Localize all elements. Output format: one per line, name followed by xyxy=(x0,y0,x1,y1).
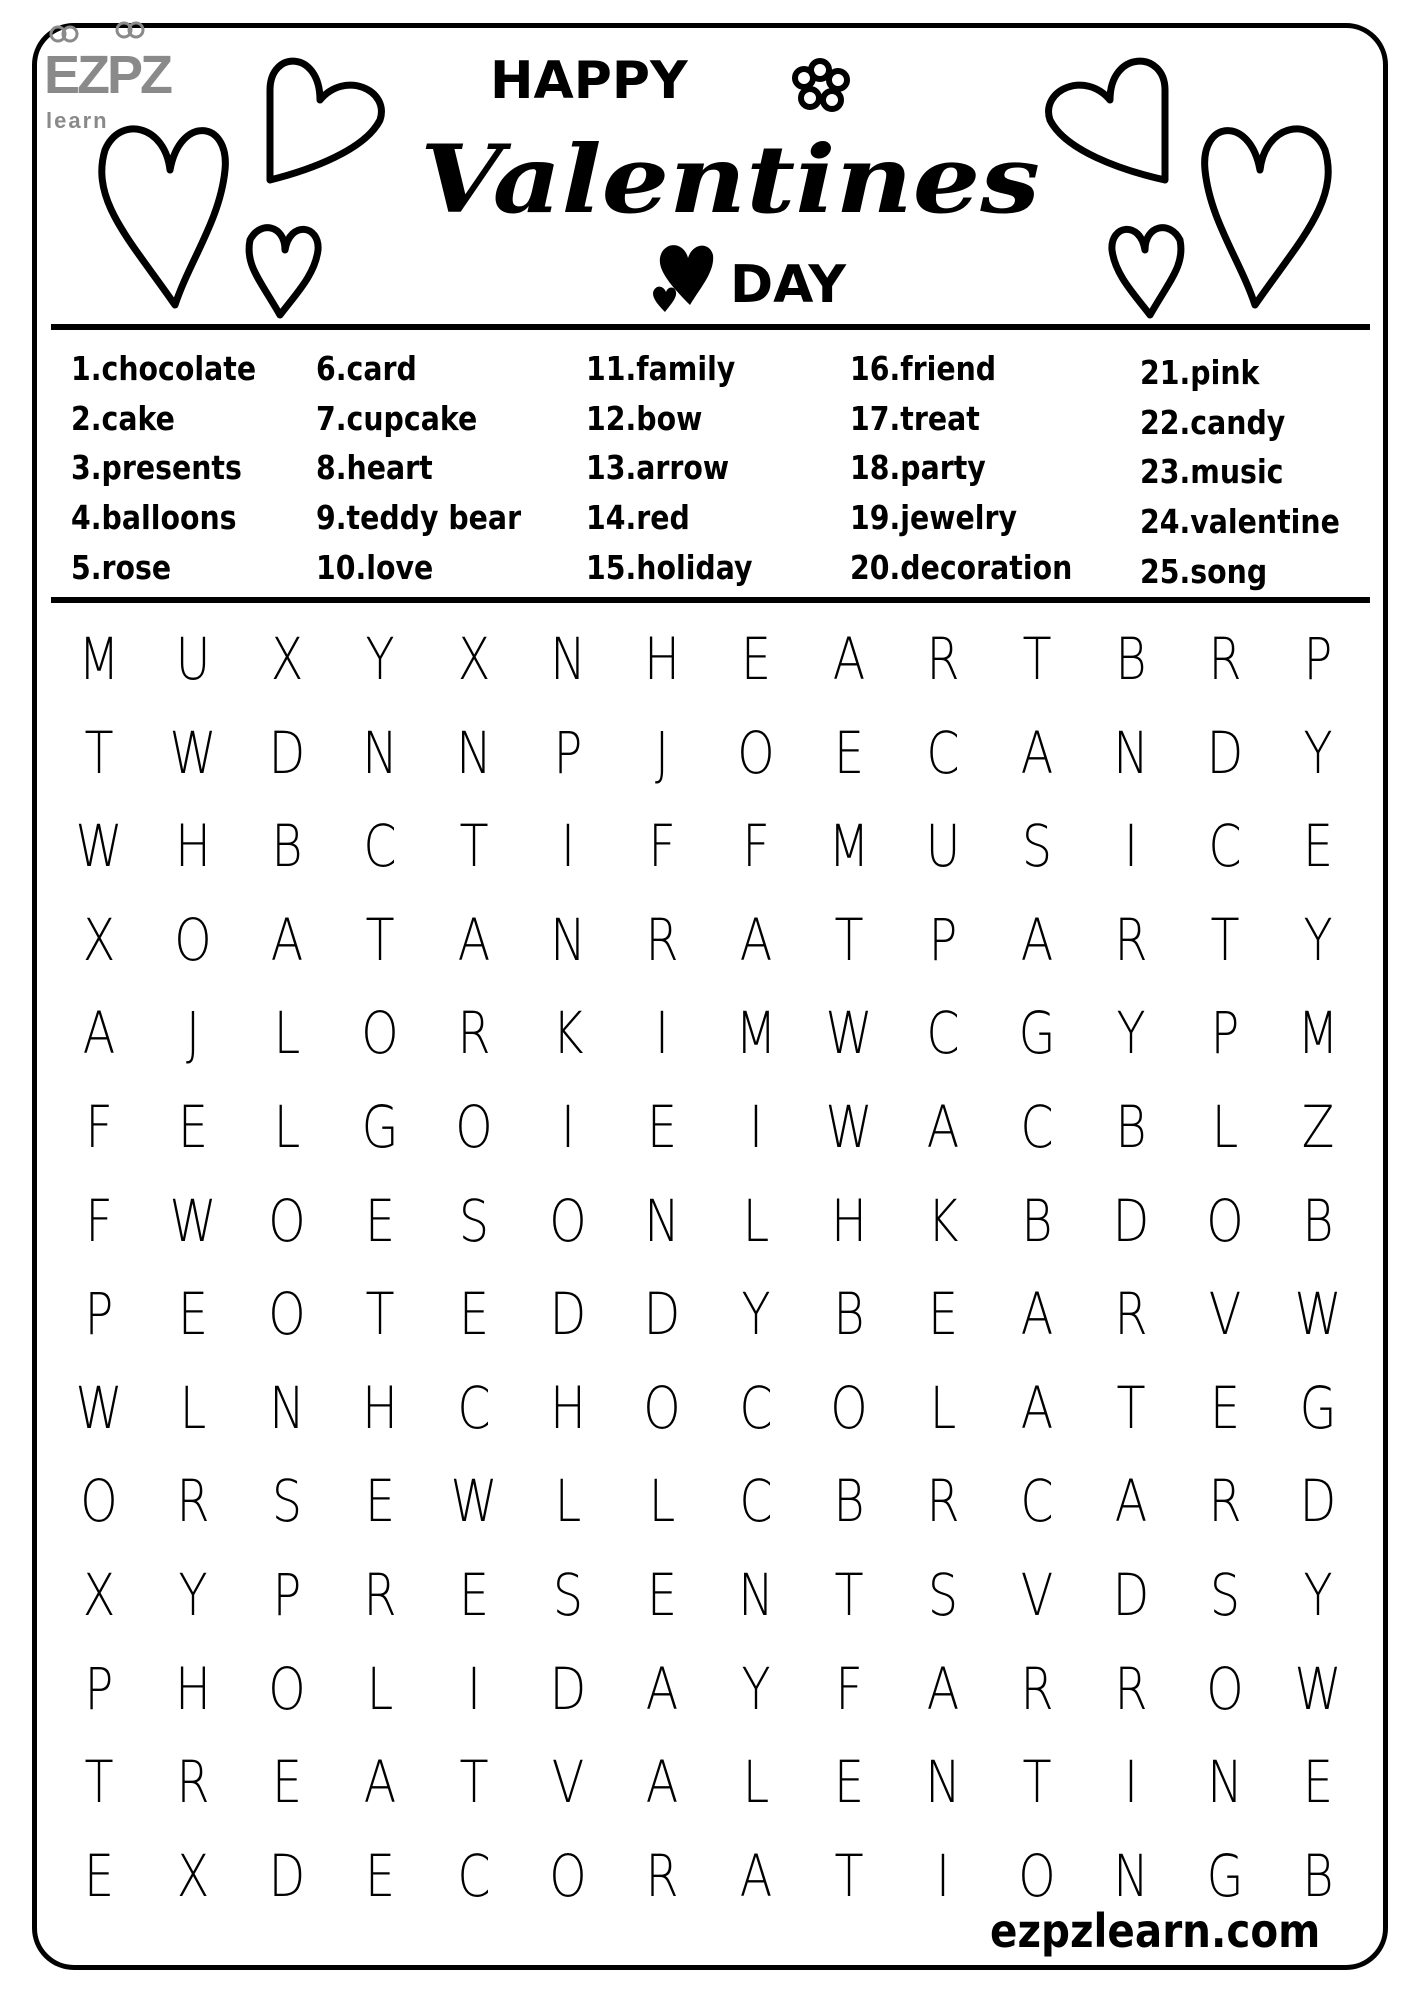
grid-letter[interactable]: A xyxy=(1114,1467,1148,1536)
grid-letter[interactable]: H xyxy=(550,1373,586,1442)
grid-letter[interactable]: X xyxy=(270,625,303,693)
grid-letter[interactable]: D xyxy=(268,1841,305,1910)
word-list-item: 17.treat xyxy=(850,398,980,438)
grid-letter[interactable]: I xyxy=(560,812,576,881)
grid-letter[interactable]: E xyxy=(459,1561,490,1629)
grid-letter[interactable]: M xyxy=(735,999,777,1068)
word-list-item: 2.cake xyxy=(71,398,175,438)
grid-letter[interactable]: X xyxy=(176,1841,210,1910)
grid-letter[interactable]: A xyxy=(270,905,303,974)
grid-letter[interactable]: D xyxy=(268,718,305,787)
grid-letter[interactable]: L xyxy=(1211,1093,1238,1161)
grid-letter[interactable]: W xyxy=(1294,1280,1342,1349)
grid-letter[interactable]: R xyxy=(363,1561,397,1629)
grid-letter[interactable]: E xyxy=(365,1841,396,1910)
grid-letter[interactable]: L xyxy=(273,999,300,1068)
grid-letter[interactable]: X xyxy=(457,625,491,693)
grid-letter[interactable]: Y xyxy=(178,1561,208,1629)
grid-letter[interactable]: T xyxy=(1116,1373,1146,1442)
grid-letter[interactable]: R xyxy=(1208,625,1242,693)
grid-letter[interactable]: S xyxy=(1209,1561,1240,1629)
grid-letter[interactable]: E xyxy=(365,1186,396,1255)
grid-letter[interactable]: L xyxy=(929,1373,957,1442)
grid-letter[interactable]: D xyxy=(549,1280,587,1349)
grid-letter[interactable]: Y xyxy=(1303,905,1333,974)
grid-letter[interactable]: G xyxy=(1018,999,1056,1068)
header-valentines: Valentines xyxy=(420,125,1040,235)
grid-letter[interactable]: M xyxy=(78,625,120,693)
logo-sub: learn xyxy=(46,108,109,133)
grid-letter[interactable]: E xyxy=(1303,812,1334,881)
grid-letter[interactable]: O xyxy=(1018,1841,1056,1910)
grid-letter[interactable]: A xyxy=(364,1748,397,1817)
grid-letter[interactable]: R xyxy=(1114,905,1148,974)
grid-letter[interactable]: F xyxy=(648,812,676,881)
grid-letter[interactable]: L xyxy=(648,1467,676,1536)
grid-letter[interactable]: Y xyxy=(1303,1561,1333,1629)
grid-letter[interactable]: V xyxy=(1020,1561,1054,1629)
grid-letter[interactable]: C xyxy=(738,1467,773,1536)
grid-letter[interactable]: S xyxy=(271,1467,302,1536)
grid-letter[interactable]: A xyxy=(1020,905,1054,974)
grid-letter[interactable]: M xyxy=(1297,999,1339,1068)
grid-letter[interactable]: E xyxy=(928,1280,959,1349)
grid-letter[interactable]: T xyxy=(1022,625,1052,693)
grid-letter[interactable]: C xyxy=(457,1373,491,1442)
grid-letter[interactable]: A xyxy=(1020,1373,1054,1442)
grid-letter[interactable]: A xyxy=(457,905,491,974)
word-list-item: 19.jewelry xyxy=(850,498,1017,538)
grid-letter[interactable]: T xyxy=(1210,905,1240,974)
flower-icon xyxy=(795,61,847,109)
grid-letter[interactable]: T xyxy=(834,905,864,974)
word-list-item: 11.family xyxy=(586,349,736,388)
grid-letter[interactable]: R xyxy=(1114,1280,1148,1349)
grid-letter[interactable]: T xyxy=(84,1748,114,1817)
grid-letter[interactable]: T xyxy=(365,1280,395,1349)
word-list-item: 14.red xyxy=(586,498,690,538)
grid-letter[interactable]: O xyxy=(174,905,212,974)
word-list-item: 21.pink xyxy=(1140,353,1260,392)
grid-letter[interactable]: T xyxy=(365,905,395,974)
grid-letter[interactable]: D xyxy=(1300,1467,1337,1536)
grid-letter[interactable]: C xyxy=(926,718,960,787)
word-list-item: 24.valentine xyxy=(1140,502,1340,542)
word-list-item: 13.arrow xyxy=(586,448,730,488)
grid-letter[interactable]: N xyxy=(550,905,586,974)
grid-letter[interactable]: W xyxy=(169,718,217,787)
grid-letter[interactable]: R xyxy=(1114,1654,1148,1723)
grid-letter[interactable]: Y xyxy=(741,1280,771,1349)
word-list-item: 7.cupcake xyxy=(316,398,478,438)
grid-letter[interactable]: U xyxy=(925,812,961,881)
grid-letter[interactable]: W xyxy=(75,812,123,881)
grid-letter[interactable]: F xyxy=(835,1654,864,1723)
grid-letter[interactable]: T xyxy=(834,1561,864,1629)
grid-letter[interactable]: R xyxy=(926,625,960,693)
grid-letter[interactable]: L xyxy=(273,1093,300,1161)
word-list-item: 18.party xyxy=(850,448,986,488)
grid-letter[interactable]: A xyxy=(645,1654,679,1723)
grid-letter[interactable]: W xyxy=(75,1373,123,1442)
grid-letter[interactable]: V xyxy=(1208,1280,1241,1349)
grid-letter[interactable]: T xyxy=(459,1748,489,1817)
grid-letter[interactable]: T xyxy=(459,812,489,881)
grid-letter[interactable]: R xyxy=(1208,1467,1242,1536)
grid-letter[interactable]: A xyxy=(739,1841,772,1910)
grid-letter[interactable]: I xyxy=(560,1093,576,1161)
grid-letter[interactable]: I xyxy=(1123,1748,1138,1817)
top-divider xyxy=(51,324,1370,330)
grid-letter[interactable]: J xyxy=(654,718,669,787)
grid-letter[interactable]: N xyxy=(737,1561,774,1629)
grid-letter[interactable]: I xyxy=(936,1841,951,1910)
grid-letter[interactable]: B xyxy=(1115,625,1147,693)
grid-letter[interactable]: N xyxy=(268,1373,305,1442)
grid-letter[interactable]: M xyxy=(828,812,870,881)
logo-brand: EZPZ xyxy=(44,45,171,105)
grid-letter[interactable]: O xyxy=(549,1186,587,1255)
grid-letter[interactable]: B xyxy=(1302,1841,1334,1910)
grid-letter[interactable]: E xyxy=(834,1748,865,1817)
grid-letter[interactable]: P xyxy=(928,905,958,974)
grid-letter[interactable]: P xyxy=(272,1561,301,1629)
grid-letter[interactable]: O xyxy=(267,1654,306,1723)
grid-letter[interactable]: B xyxy=(1302,1186,1334,1255)
word-list-item: 6.card xyxy=(316,349,417,388)
grid-letter[interactable]: R xyxy=(176,1748,210,1817)
grid-letter[interactable]: R xyxy=(176,1467,210,1536)
word-list-item: 20.decoration xyxy=(850,547,1073,587)
grid-letter[interactable]: O xyxy=(1205,1654,1244,1723)
grid-letter[interactable]: E xyxy=(740,625,771,693)
word-list-item: 3.presents xyxy=(71,448,242,488)
grid-letter[interactable]: T xyxy=(84,718,114,787)
grid-letter[interactable]: O xyxy=(267,1186,306,1255)
grid-letter[interactable]: E xyxy=(177,1093,208,1161)
grid-letter[interactable]: R xyxy=(1020,1654,1054,1723)
grid-letter[interactable]: W xyxy=(1294,1654,1342,1723)
grid-letter[interactable]: V xyxy=(551,1748,585,1817)
grid-letter[interactable]: T xyxy=(1022,1748,1052,1817)
grid-letter[interactable]: E xyxy=(834,718,865,787)
grid-letter[interactable]: H xyxy=(174,1654,211,1723)
grid-letter[interactable]: X xyxy=(82,1561,116,1629)
grid-letter[interactable]: L xyxy=(742,1748,769,1817)
grid-letter[interactable]: L xyxy=(554,1467,582,1536)
grid-letter[interactable]: I xyxy=(1123,812,1138,881)
grid-letter[interactable]: R xyxy=(645,1841,679,1910)
grid-letter[interactable]: O xyxy=(830,1373,869,1442)
grid-letter[interactable]: N xyxy=(1113,718,1149,787)
grid-letter[interactable]: A xyxy=(82,999,116,1068)
word-list-item: 5.rose xyxy=(71,547,172,587)
grid-letter[interactable]: U xyxy=(175,625,211,693)
grid-letter[interactable]: P xyxy=(84,1654,114,1723)
grid-letter[interactable]: C xyxy=(1020,1467,1054,1536)
grid-letter[interactable]: H xyxy=(362,1373,399,1442)
grid-letter[interactable]: P xyxy=(84,1280,114,1349)
grid-letter[interactable]: W xyxy=(450,1467,498,1536)
header-happy: HAPPY xyxy=(490,51,688,111)
grid-letter[interactable]: C xyxy=(363,812,397,881)
grid-letter[interactable]: N xyxy=(1206,1748,1243,1817)
grid-letter[interactable]: R xyxy=(926,1467,960,1536)
grid-letter[interactable]: F xyxy=(85,1186,113,1255)
footer-website: ezpzlearn.com xyxy=(990,1904,1321,1958)
grid-letter[interactable]: Y xyxy=(741,1654,771,1723)
grid-letter[interactable]: O xyxy=(267,1280,306,1349)
word-list-item: 15.holiday xyxy=(586,547,753,587)
grid-letter[interactable]: L xyxy=(367,1654,394,1723)
grid-letter[interactable]: C xyxy=(738,1373,773,1442)
bottom-divider xyxy=(51,597,1370,603)
grid-letter[interactable]: E xyxy=(271,1748,302,1817)
grid-letter[interactable]: Y xyxy=(365,625,395,693)
grid-letter[interactable]: S xyxy=(552,1561,584,1629)
word-list-item: 8.heart xyxy=(316,448,433,488)
grid-letter[interactable]: L xyxy=(179,1373,207,1442)
grid-letter[interactable]: E xyxy=(646,1093,677,1161)
grid-letter[interactable]: D xyxy=(1206,718,1243,787)
grid-letter[interactable]: N xyxy=(456,718,492,787)
grid-letter[interactable]: F xyxy=(85,1093,113,1161)
grid-letter[interactable]: D xyxy=(1112,1186,1150,1255)
grid-letter[interactable]: S xyxy=(928,1561,959,1629)
word-list-item: 10.love xyxy=(316,547,434,587)
grid-letter[interactable]: N xyxy=(644,1186,680,1255)
grid-letter[interactable]: D xyxy=(643,1280,681,1349)
word-list-item: 23.music xyxy=(1140,452,1284,492)
grid-letter[interactable]: F xyxy=(741,812,770,881)
grid-letter[interactable]: C xyxy=(1020,1093,1054,1161)
grid-letter[interactable]: P xyxy=(1304,625,1333,693)
grid-letter[interactable]: B xyxy=(833,1280,865,1349)
grid-letter[interactable]: R xyxy=(645,905,679,974)
grid-letter[interactable]: A xyxy=(1020,718,1054,787)
grid-letter[interactable]: E xyxy=(1209,1373,1240,1442)
grid-letter[interactable]: O xyxy=(361,999,400,1068)
grid-letter[interactable]: E xyxy=(177,1280,208,1349)
grid-letter[interactable]: A xyxy=(739,905,772,974)
grid-letter[interactable]: W xyxy=(825,1093,873,1161)
grid-letter[interactable]: D xyxy=(1112,1561,1150,1629)
grid-letter[interactable]: Z xyxy=(1302,1093,1335,1161)
grid-letter[interactable]: N xyxy=(1113,1841,1149,1910)
grid-letter[interactable]: A xyxy=(645,1748,679,1817)
word-list-item: 25.song xyxy=(1140,551,1268,591)
grid-letter[interactable]: O xyxy=(80,1467,118,1536)
grid-letter[interactable]: C xyxy=(926,999,960,1068)
grid-letter[interactable]: B xyxy=(1021,1186,1053,1255)
word-list-item: 16.friend xyxy=(850,349,997,388)
grid-letter[interactable]: H xyxy=(643,625,680,693)
grid-letter[interactable]: C xyxy=(457,1841,491,1910)
grid-letter[interactable]: B xyxy=(271,812,303,881)
word-list-item: 4.balloons xyxy=(71,498,237,538)
grid-letter[interactable]: B xyxy=(833,1467,865,1536)
grid-letter[interactable]: I xyxy=(748,1093,763,1161)
word-list-item: 9.teddy bear xyxy=(316,498,522,538)
grid-letter[interactable]: K xyxy=(927,1186,959,1255)
word-list-item: 1.chocolate xyxy=(71,349,257,388)
grid-letter[interactable]: G xyxy=(1299,1373,1337,1442)
grid-letter[interactable]: Y xyxy=(1303,718,1333,787)
grid-letter[interactable]: E xyxy=(365,1467,396,1536)
grid-letter[interactable]: N xyxy=(925,1748,961,1817)
grid-letter[interactable]: L xyxy=(742,1186,769,1255)
grid-letter[interactable]: G xyxy=(361,1093,399,1161)
grid-letter[interactable]: S xyxy=(459,1186,490,1255)
grid-letter[interactable]: O xyxy=(455,1093,493,1161)
grid-letter[interactable]: O xyxy=(643,1373,681,1442)
grid-letter[interactable]: P xyxy=(1210,999,1239,1068)
grid-letter[interactable]: A xyxy=(926,1093,960,1161)
grid-letter[interactable]: N xyxy=(550,625,586,693)
header-title-art xyxy=(90,40,1340,320)
grid-letter[interactable]: A xyxy=(833,625,866,693)
grid-letter[interactable]: T xyxy=(834,1841,864,1910)
grid-letter[interactable]: B xyxy=(1115,1093,1147,1161)
grid-letter[interactable]: H xyxy=(174,812,211,881)
grid-letter[interactable]: Y xyxy=(1116,999,1146,1068)
grid-letter[interactable]: G xyxy=(1206,1841,1244,1910)
grid-letter[interactable]: I xyxy=(654,999,669,1068)
word-list-item: 22.candy xyxy=(1140,402,1286,442)
grid-letter[interactable]: J xyxy=(185,999,200,1068)
grid-letter[interactable]: D xyxy=(549,1654,587,1723)
grid-letter[interactable]: W xyxy=(169,1186,217,1255)
grid-letter[interactable]: E xyxy=(1303,1748,1334,1817)
grid-letter[interactable]: E xyxy=(83,1841,115,1910)
grid-letter[interactable]: E xyxy=(459,1280,490,1349)
grid-letter[interactable]: P xyxy=(553,718,583,787)
grid-letter[interactable]: O xyxy=(736,718,775,787)
grid-letter[interactable]: A xyxy=(926,1654,960,1723)
grid-letter[interactable]: W xyxy=(825,999,873,1068)
grid-letter[interactable]: O xyxy=(1205,1186,1244,1255)
grid-letter[interactable]: S xyxy=(1021,812,1053,881)
grid-letter[interactable]: I xyxy=(467,1654,482,1723)
grid-letter[interactable]: R xyxy=(457,999,491,1068)
grid-letter[interactable]: K xyxy=(552,999,584,1068)
grid-letter[interactable]: E xyxy=(646,1561,677,1629)
grid-letter[interactable]: N xyxy=(362,718,399,787)
word-list-item: 12.bow xyxy=(586,398,703,438)
grid-letter[interactable]: H xyxy=(831,1186,868,1255)
grid-letter[interactable]: X xyxy=(82,905,116,974)
grid-letter[interactable]: O xyxy=(549,1841,587,1910)
grid-letter[interactable]: A xyxy=(1020,1280,1054,1349)
header-day: DAY xyxy=(730,255,847,315)
small-heart-icon xyxy=(653,287,676,312)
grid-letter[interactable]: C xyxy=(1207,812,1242,881)
